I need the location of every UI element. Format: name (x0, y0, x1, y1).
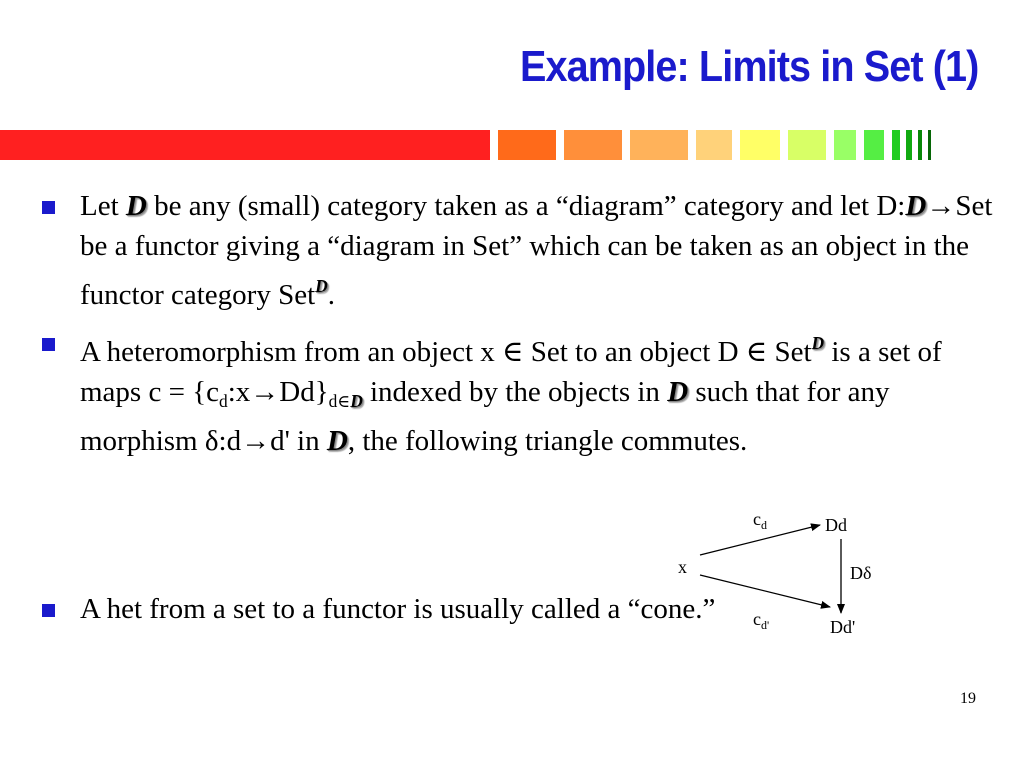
header-bar-main (0, 130, 490, 160)
category-subscript: D (350, 391, 363, 411)
header-block (740, 130, 780, 160)
square-bullet-icon (42, 604, 55, 617)
map-cdprime-label: $c_{d'}$ (753, 609, 770, 632)
bullet-text: A heteromorphism from an object x ∈ Set to an object D ∈ Set$^D$ is a set of maps $c = \{c_d:x\to Dd\}_{d\in D}$ indexed by the objects in D such that for any morphism δ:d→d' in D, the following triangle commutes. (80, 333, 942, 457)
category-superscript: D (315, 276, 328, 296)
category-symbol: D (125, 190, 147, 222)
slide-title: Example: Limits in Set (1) (519, 42, 978, 91)
map-ddelta-label: Dδ (850, 563, 872, 583)
header-block (864, 130, 884, 160)
commuting-triangle-diagram (660, 505, 900, 650)
arrow-cd (700, 525, 820, 555)
category-symbol: D (667, 376, 689, 408)
header-block (906, 130, 912, 160)
header-block (928, 130, 931, 160)
header-block (892, 130, 900, 160)
bullet-text: A het from a set to a functor is usually called a “cone.” (80, 593, 716, 625)
category-symbol: D (905, 190, 927, 222)
square-bullet-icon (42, 201, 55, 214)
header-block (918, 130, 922, 160)
category-symbol: D (326, 425, 348, 457)
bullet-text: Let D be any (small) category taken as a “diagram” category and let D:D→Set be a functor giving a “diagram in Set” which can be taken as an object in the functor category Set$^D$. (80, 190, 993, 311)
category-superscript: D (811, 333, 825, 353)
header-block (696, 130, 732, 160)
header-block (564, 130, 622, 160)
header-block (630, 130, 688, 160)
header-block (498, 130, 556, 160)
object-ddprime-label: Dd' (830, 617, 856, 637)
bullet-item (40, 323, 1000, 461)
arrow-cdprime (700, 575, 830, 607)
bullet-item (40, 186, 1000, 315)
header-block (788, 130, 826, 160)
object-x-label: x (678, 557, 687, 577)
object-dd-label: Dd (825, 515, 847, 535)
map-cd-label: $c_d$ (753, 509, 767, 532)
slide-number: 19 (960, 690, 976, 707)
header-block (834, 130, 856, 160)
square-bullet-icon (42, 338, 55, 351)
